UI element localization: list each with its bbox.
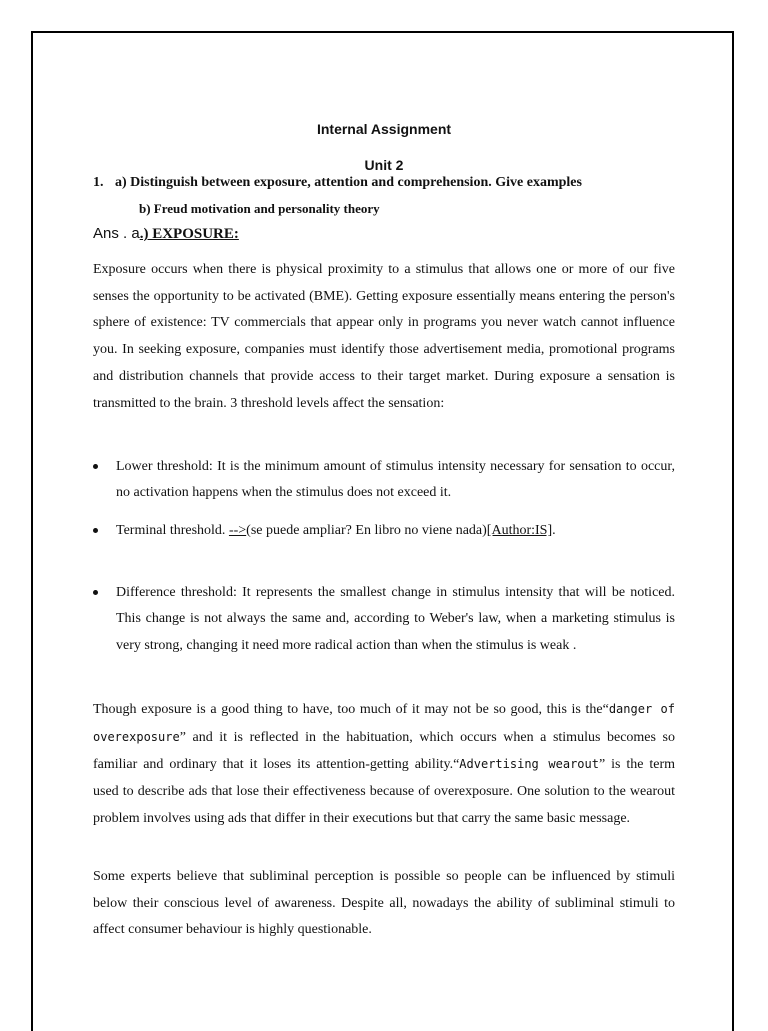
para2-part2: ” and it is reflected in the habituation, which occurs when a stimulus becomes so familiar and ordinary that it loses its attention-getting ability.“	[93, 729, 675, 773]
list-item-terminal-threshold	[93, 518, 675, 544]
arrow-link[interactable]: -->	[228, 523, 247, 538]
terminal-end: .	[552, 523, 556, 538]
list-item-lower-threshold	[93, 454, 675, 507]
para2-part3: ” is the term used to describe ads that lose their effectiveness because of overexposure. One solution to the wearout problem involves using ads that differ in their executions but that carry the same basic message.	[93, 757, 675, 826]
author-comment-link[interactable]: [Author:IS]	[486, 523, 553, 538]
document-title: Internal Assignment	[316, 121, 452, 137]
question-part-b: b) Freud motivation and personality theory	[139, 201, 380, 216]
question-number: 1.	[93, 175, 104, 190]
lower-threshold-text: Lower threshold: It is the minimum amount of stimulus intensity necessary for sensation to occur, no activation happens when the stimulus does not exceed it.	[116, 459, 675, 501]
question-1	[93, 175, 582, 191]
exposure-heading: .) EXPOSURE:	[139, 226, 239, 242]
para2-part1: Though exposure is a good thing to have, too much of it may not be so good, this is the“	[93, 702, 609, 717]
overexposure-paragraph	[93, 696, 675, 833]
list-item-difference-threshold	[93, 580, 675, 659]
comment-note: (se puede ampliar? En libro no viene nada)	[246, 523, 487, 538]
difference-threshold-text: Difference threshold: It represents the smallest change in stimulus intensity that will be noticed. This change is not always the same and, according to Weber's law, when a marketing stimulus is very strong, changing it need more radical action than when the stimulus is weak .	[116, 585, 675, 653]
subliminal-paragraph: Some experts believe that subliminal perception is possible so people can be influenced by stimuli below their conscious level of awareness. Despite all, nowadays the ability of subliminal stimuli to affect consumer behaviour is highly questionable.	[93, 869, 675, 938]
answer-prefix: Ans . a	[93, 225, 140, 242]
unit-heading: Unit 2	[364, 157, 404, 173]
term-advertising-wearout: Advertising wearout	[459, 757, 599, 772]
term-danger-of-overexposure: danger of overexposure	[93, 702, 675, 744]
terminal-label: Terminal threshold.	[116, 523, 229, 538]
answer-heading	[93, 225, 239, 243]
terminal-threshold-text	[116, 518, 675, 544]
question-part-a: a) Distinguish between exposure, attention and comprehension. Give examples	[115, 175, 582, 190]
exposure-paragraph: Exposure occurs when there is physical proximity to a stimulus that allows one or more of our five senses the opportunity to be activated (BME). Getting exposure essentially means entering the person's sphere of existence: TV commercials that appear only in programs you never watch cannot influence you. In seeking exposure, companies must identify those advertisement media, promotional programs and distribution channels that provide access to their target market. During exposure a sensation is transmitted to the brain. 3 threshold levels affect the sensation:	[93, 262, 675, 411]
